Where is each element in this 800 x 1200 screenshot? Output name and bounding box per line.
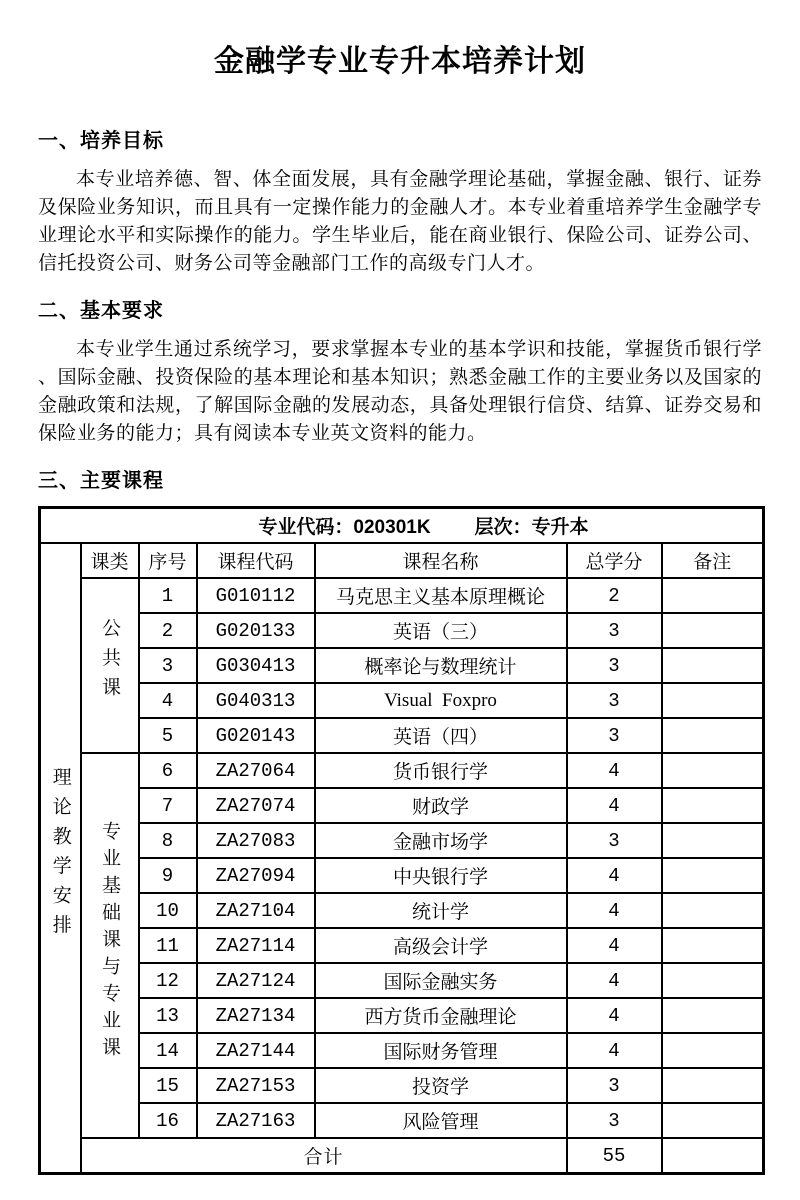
major-code-segment: [214, 512, 474, 539]
cell-course-code: G030413: [197, 648, 315, 683]
paragraph-line: 本专业学生通过系统学习，要求掌握本专业的基本学识和技能，掌握货币银行学: [76, 339, 762, 360]
paragraph-line: 保险业务的能力；具有阅读本专业英文资料的能力。: [38, 423, 487, 444]
cell-seq: 5: [139, 718, 197, 753]
cell-seq: 16: [139, 1103, 197, 1138]
paragraph-line: 金融政策和法规，了解国际金融的发展动态，具备处理银行信贷、结算、证券交易和: [38, 395, 762, 416]
cell-note: [662, 893, 764, 928]
cell-total-credits: 4: [567, 858, 662, 893]
table-total-row: [40, 1138, 764, 1174]
cell-note: [662, 648, 764, 683]
cell-total-credits: 4: [567, 998, 662, 1033]
section-main-courses: [38, 468, 762, 1175]
cell-seq: 11: [139, 928, 197, 963]
cell-course-name: 英语（四）: [315, 718, 567, 753]
cell-note: [662, 788, 764, 823]
cell-seq: 2: [139, 613, 197, 648]
category-cell: [81, 753, 139, 1138]
table-row: [40, 753, 764, 788]
table-row: [40, 1068, 764, 1103]
cell-total-credits: 3: [567, 613, 662, 648]
paragraph-line: 信托投资公司、财务公司等金融部门工作的高级专门人才。: [38, 253, 546, 274]
total-label: 合计: [81, 1138, 567, 1174]
table-row: [40, 823, 764, 858]
cell-note: [662, 613, 764, 648]
cell-note: [662, 683, 764, 718]
paragraph-1: [38, 166, 762, 278]
cell-note: [662, 1033, 764, 1068]
cell-note: [662, 963, 764, 998]
cell-total-credits: 4: [567, 963, 662, 998]
table-meta-row: [40, 508, 764, 544]
column-header-3: 课程名称: [315, 543, 567, 578]
cell-seq: 14: [139, 1033, 197, 1068]
category-cell: [81, 578, 139, 753]
table-row: [40, 788, 764, 823]
major-code-label: 专业代码：: [258, 517, 354, 538]
level-value: 专升本: [531, 517, 589, 538]
cell-course-name: 概率论与数理统计: [315, 648, 567, 683]
column-header-2: 课程代码: [197, 543, 315, 578]
cell-course-code: G040313: [197, 683, 315, 718]
cell-total-credits: 3: [567, 1068, 662, 1103]
total-credits: 55: [567, 1138, 662, 1174]
table-row: [40, 1033, 764, 1068]
category-label: 公共课: [99, 618, 120, 707]
table-header-row: [40, 543, 764, 578]
cell-course-name: 中央银行学: [315, 858, 567, 893]
row-group-cell: [40, 543, 81, 1174]
cell-total-credits: 3: [567, 648, 662, 683]
cell-total-credits: 3: [567, 1103, 662, 1138]
cell-total-credits: 3: [567, 823, 662, 858]
page-title: 金融学专业专升本培养计划: [214, 45, 586, 78]
table-row: [40, 578, 764, 613]
cell-total-credits: 4: [567, 1033, 662, 1068]
cell-course-name: 国际金融实务: [315, 963, 567, 998]
cell-note: [662, 823, 764, 858]
section-heading-3: 三、主要课程: [38, 470, 164, 492]
cell-note: [662, 858, 764, 893]
cell-seq: 4: [139, 683, 197, 718]
total-note: [662, 1138, 764, 1174]
cell-course-code: ZA27064: [197, 753, 315, 788]
cell-course-name: 马克思主义基本原理概论: [315, 578, 567, 613]
paragraph-line: 本专业培养德、智、体全面发展，具有金融学理论基础，掌握金融、银行、证券: [76, 169, 762, 190]
cell-course-code: G020133: [197, 613, 315, 648]
cell-course-code: G010112: [197, 578, 315, 613]
cell-seq: 12: [139, 963, 197, 998]
cell-course-name: 西方货币金融理论: [315, 998, 567, 1033]
table-row: [40, 718, 764, 753]
table-row: [40, 683, 764, 718]
cell-total-credits: 4: [567, 928, 662, 963]
table-row: [40, 1103, 764, 1138]
cell-course-name: 高级会计学: [315, 928, 567, 963]
cell-course-code: ZA27153: [197, 1068, 315, 1103]
column-header-5: 备注: [662, 543, 764, 578]
cell-seq: 13: [139, 998, 197, 1033]
cell-course-name: 金融市场学: [315, 823, 567, 858]
cell-seq: 6: [139, 753, 197, 788]
cell-seq: 7: [139, 788, 197, 823]
paragraph-line: 业理论水平和实际操作的能力。学生毕业后，能在商业银行、保险公司、证券公司、: [38, 225, 762, 246]
cell-note: [662, 578, 764, 613]
courses-table: [38, 506, 765, 1175]
table-row: [40, 893, 764, 928]
section-heading-1: 一、培养目标: [38, 130, 164, 152]
section-heading-2: 二、基本要求: [38, 300, 164, 322]
cell-note: [662, 1068, 764, 1103]
table-row: [40, 613, 764, 648]
cell-course-code: ZA27114: [197, 928, 315, 963]
cell-total-credits: 4: [567, 753, 662, 788]
major-code-value: 020301K: [353, 517, 431, 538]
cell-seq: 10: [139, 893, 197, 928]
courses-table-body: [40, 508, 764, 1174]
level-label: 层次：: [474, 517, 532, 538]
cell-note: [662, 928, 764, 963]
table-row: [40, 858, 764, 893]
cell-course-code: ZA27094: [197, 858, 315, 893]
column-header-0: 课类: [81, 543, 139, 578]
cell-total-credits: 3: [567, 683, 662, 718]
cell-note: [662, 998, 764, 1033]
cell-seq: 15: [139, 1068, 197, 1103]
cell-seq: 1: [139, 578, 197, 613]
cell-course-name: 货币银行学: [315, 753, 567, 788]
cell-course-code: ZA27083: [197, 823, 315, 858]
column-header-4: 总学分: [567, 543, 662, 578]
row-group-label: 理论教学安排: [49, 766, 71, 944]
cell-course-code: ZA27104: [197, 893, 315, 928]
cell-course-name: 财政学: [315, 788, 567, 823]
cell-course-code: G020143: [197, 718, 315, 753]
cell-course-name: 英语（三）: [315, 613, 567, 648]
cell-course-code: ZA27134: [197, 998, 315, 1033]
cell-note: [662, 718, 764, 753]
table-row: [40, 963, 764, 998]
paragraph-2: [38, 336, 762, 448]
cell-course-name: 投资学: [315, 1068, 567, 1103]
cell-seq: 8: [139, 823, 197, 858]
cell-course-code: ZA27124: [197, 963, 315, 998]
cell-note: [662, 1103, 764, 1138]
cell-course-code: ZA27074: [197, 788, 315, 823]
cell-total-credits: 4: [567, 788, 662, 823]
cell-course-name: 统计学: [315, 893, 567, 928]
paragraph-line: 、国际金融、投资保险的基本理论和基本知识；熟悉金融工作的主要业务以及国家的: [38, 367, 762, 388]
column-header-1: 序号: [139, 543, 197, 578]
cell-course-name: 风险管理: [315, 1103, 567, 1138]
cell-total-credits: 3: [567, 718, 662, 753]
level-segment: [474, 517, 588, 538]
cell-seq: 3: [139, 648, 197, 683]
cell-course-name: Visual Foxpro: [315, 683, 567, 718]
cell-course-code: ZA27163: [197, 1103, 315, 1138]
section-basic-requirements: [38, 298, 762, 448]
section-training-objectives: [38, 128, 762, 278]
meta-cell: [40, 508, 764, 544]
cell-total-credits: 4: [567, 893, 662, 928]
category-label: 专业基础课与专业课: [99, 821, 120, 1064]
cell-course-code: ZA27144: [197, 1033, 315, 1068]
table-row: [40, 998, 764, 1033]
cell-course-name: 国际财务管理: [315, 1033, 567, 1068]
paragraph-line: 及保险业务知识，而且具有一定操作能力的金融人才。本专业着重培养学生金融学专: [38, 197, 762, 218]
cell-seq: 9: [139, 858, 197, 893]
cell-total-credits: 2: [567, 578, 662, 613]
table-row: [40, 928, 764, 963]
cell-note: [662, 753, 764, 788]
table-row: [40, 648, 764, 683]
